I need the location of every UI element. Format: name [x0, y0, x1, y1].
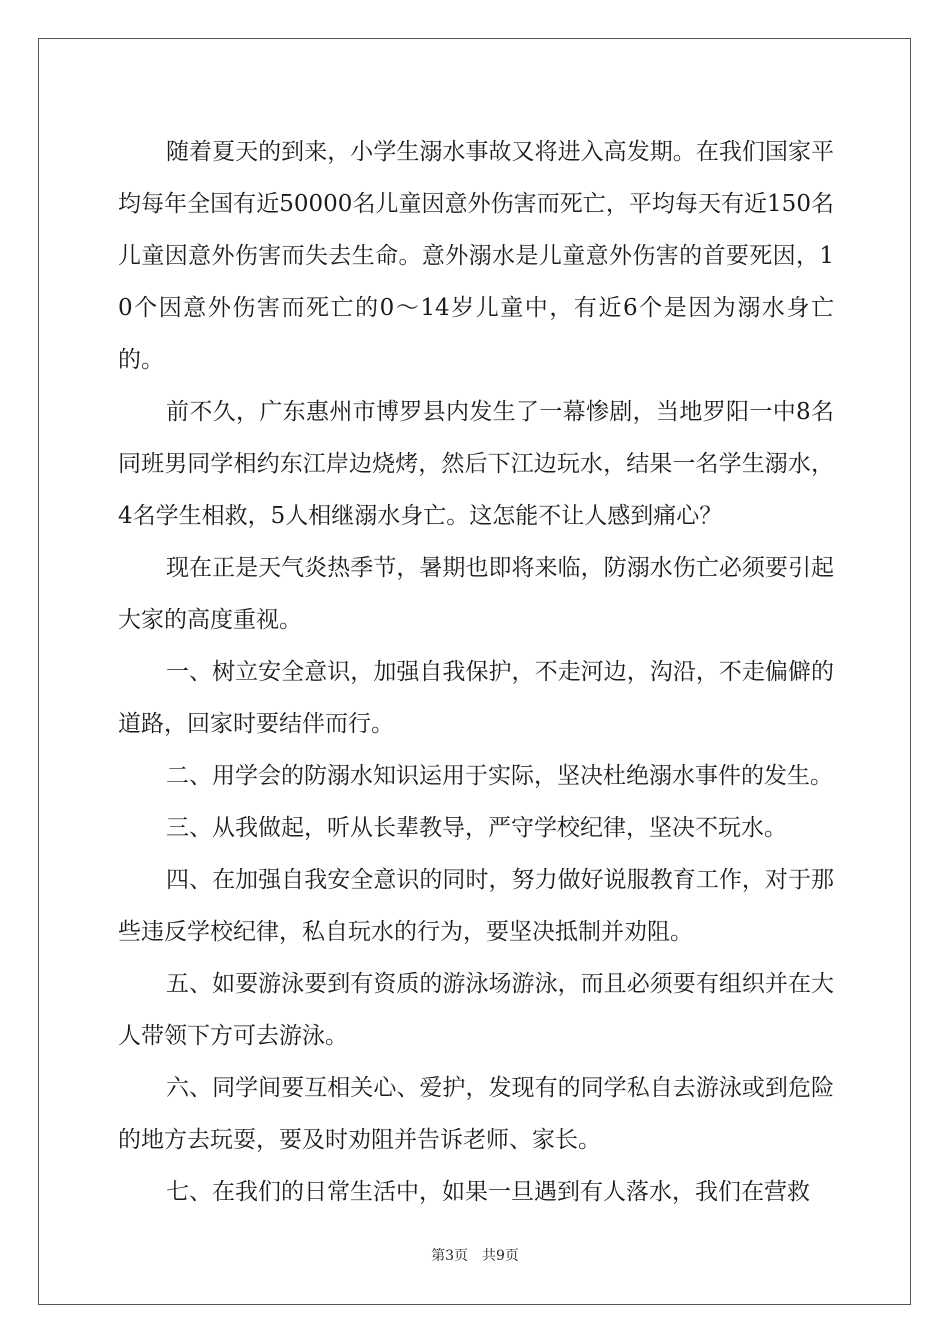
paragraph: 二、用学会的防溺水知识运用于实际，坚决杜绝溺水事件的发生。	[166, 763, 833, 789]
paragraph: 七、在我们的日常生活中，如果一旦遇到有人落水，我们在营救	[166, 1179, 810, 1205]
paragraph: 五、如要游泳要到有资质的游泳场游泳，而且必须要有组织并在大人带领下方可去游泳。	[118, 971, 834, 1049]
paragraph: 现在正是天气炎热季节，暑期也即将来临，防溺水伤亡必须要引起大家的高度重视。	[118, 555, 834, 633]
paragraph: 四、在加强自我安全意识的同时，努力做好说服教育工作，对于那些违反学校纪律，私自玩水的行为，要坚决抵制并劝阻。	[118, 867, 834, 945]
page-footer	[0, 1245, 950, 1265]
document-body	[118, 126, 834, 1218]
paragraph: 六、同学间要互相关心、爱护，发现有的同学私自去游泳或到危险的地方去玩耍，要及时劝阻并告诉老师、家长。	[118, 1075, 834, 1153]
page-number-current: 第3页	[431, 1248, 468, 1264]
paragraph: 随着夏天的到来，小学生溺水事故又将进入高发期。在我们国家平均每年全国有近50000名儿童因意外伤害而死亡，平均每天有近150名儿童因意外伤害而失去生命。意外溺水是儿童意外伤害的首要死因，10个因意外伤害而死亡的0～14岁儿童中，有近6个是因为溺水身亡的。	[118, 139, 834, 373]
paragraph: 一、树立安全意识，加强自我保护，不走河边，沟沿，不走偏僻的道路，回家时要结伴而行。	[118, 659, 834, 737]
paragraph: 三、从我做起，听从长辈教导，严守学校纪律，坚决不玩水。	[166, 815, 787, 841]
page-number-total: 共9页	[482, 1248, 519, 1264]
paragraph: 前不久，广东惠州市博罗县内发生了一幕惨剧，当地罗阳一中8名同班男同学相约东江岸边烧烤，然后下江边玩水，结果一名学生溺水，4名学生相救，5人相继溺水身亡。这怎能不让人感到痛心？	[118, 399, 834, 529]
